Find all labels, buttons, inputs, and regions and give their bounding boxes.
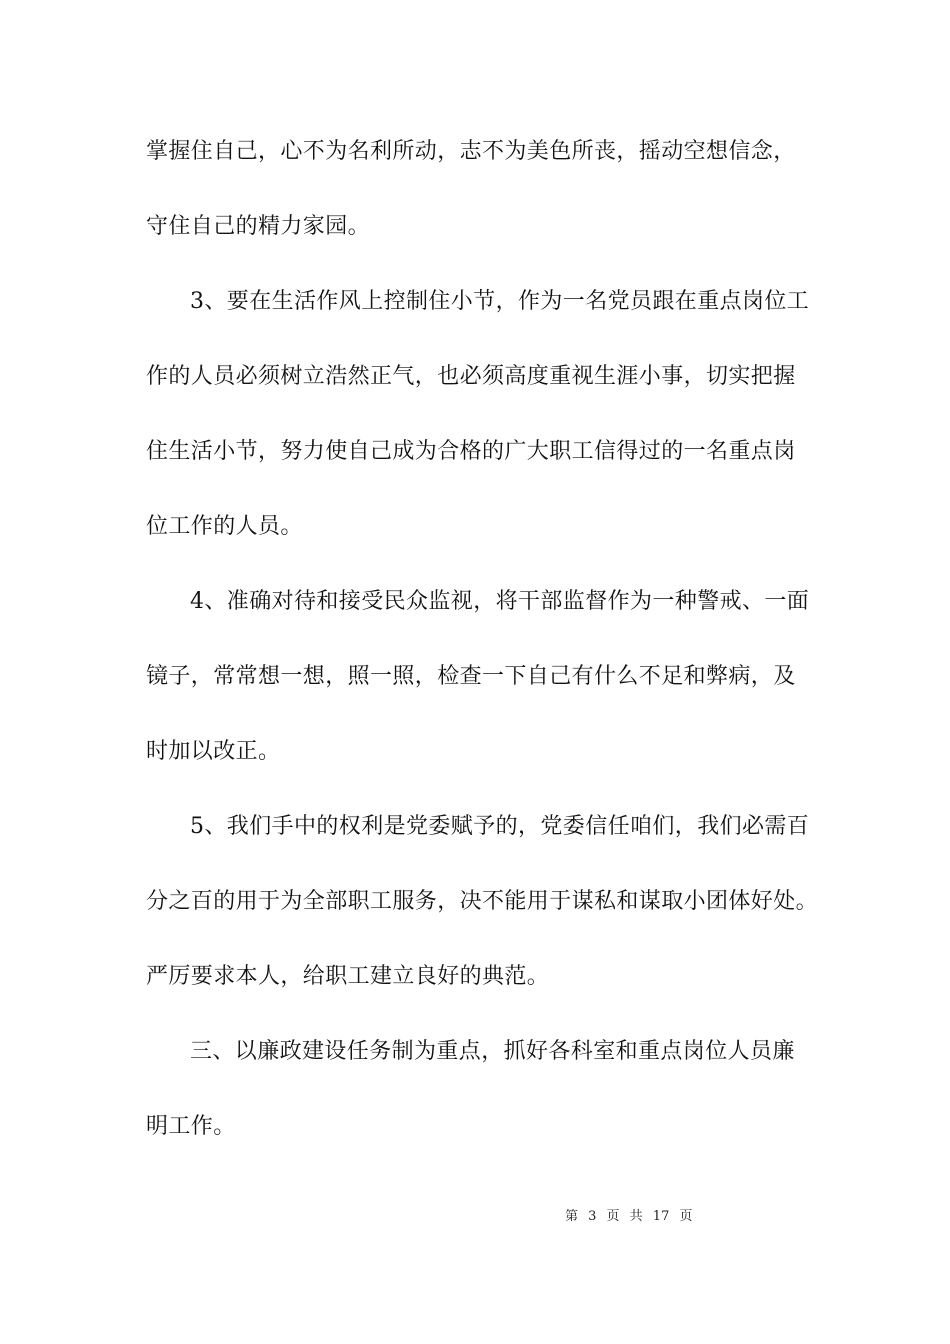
paragraph-line-13: 三、以廉政建设任务制为重点，抓好各科室和重点岗位人员廉 [190, 1039, 795, 1064]
paragraph-line-1: 掌握住自己，心不为名利所动，志不为美色所丧，摇动空想信念， [146, 139, 796, 164]
paragraph-line-10: 5、我们手中的权利是党委赋予的，党委信任咱们，我们必需百 [190, 814, 810, 839]
paragraph-line-9: 时加以改正。 [146, 739, 281, 764]
paragraph-line-3: 3、要在生活作风上控制住小节，作为一名党员跟在重点岗位工 [190, 289, 810, 314]
paragraph-line-14: 明工作。 [146, 1114, 236, 1139]
paragraph-line-4: 作的人员必须树立浩然正气，也必须高度重视生涯小事，切实把握 [146, 364, 796, 389]
paragraph-line-8: 镜子，常常想一想，照一照，检查一下自己有什么不足和弊病，及 [146, 664, 796, 689]
paragraph-line-7: 4、准确对待和接受民众监视，将干部监督作为一种警戒、一面 [190, 589, 810, 614]
paragraph-line-5: 住生活小节，努力使自己成为合格的广大职工信得过的一名重点岗 [146, 439, 796, 464]
paragraph-line-11: 分之百的用于为全部职工服务，决不能用于谋私和谋取小团体好处。 [146, 889, 819, 914]
paragraph-line-12: 严厉要求本人，给职工建立良好的典范。 [146, 964, 550, 989]
paragraph-line-6: 位工作的人员。 [146, 514, 303, 539]
paragraph-line-2: 守住自己的精力家园。 [146, 214, 371, 239]
page-number: 第 3 页 共 17 页 [565, 1209, 693, 1224]
